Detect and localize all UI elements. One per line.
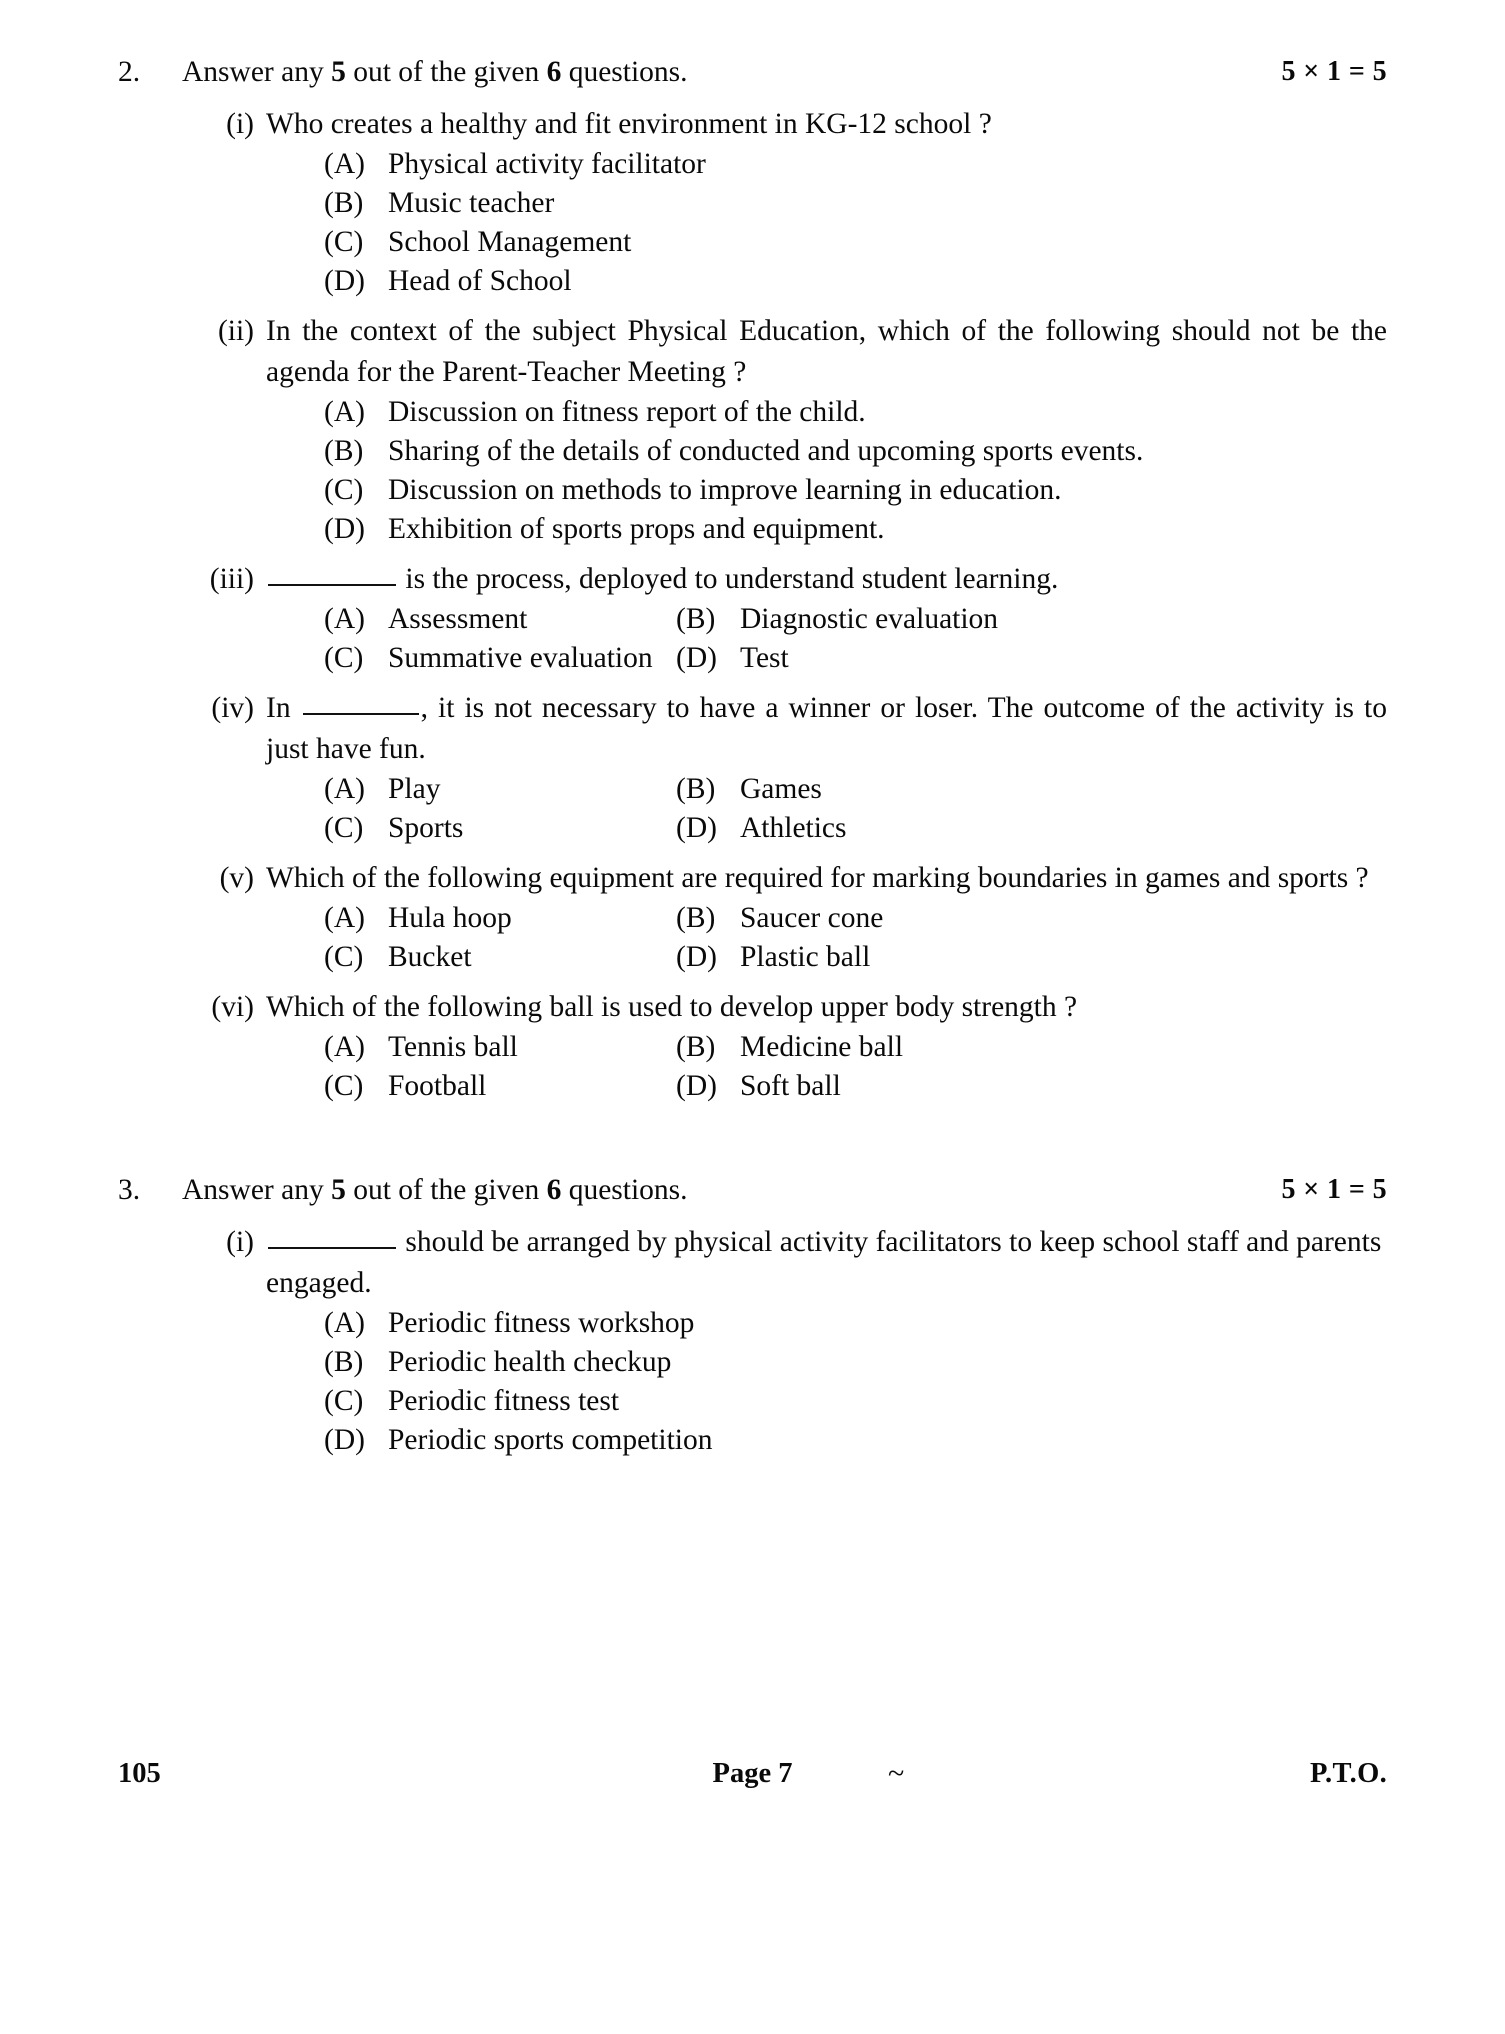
question-body: [266, 987, 1387, 1106]
option-b[interactable]: [324, 432, 1143, 471]
option-text: Exhibition of sports props and equipment.: [388, 513, 885, 545]
option-row: [266, 770, 1387, 809]
option-text: Football: [388, 1070, 487, 1102]
instruction-count-total: 6: [546, 1174, 562, 1206]
instruction-mid: out of the given: [345, 56, 547, 88]
option-a[interactable]: [324, 393, 866, 432]
option-text: Medicine ball: [740, 1031, 904, 1063]
question-stem-text: , it is not necessary to have a winner or loser. The outcome of the activity is to just have fun.: [266, 692, 1387, 765]
tilde-mark: ~: [888, 1757, 905, 1790]
paper-code: 105: [118, 1758, 161, 1789]
question-stem-text: is the process, deployed to understand student learning.: [398, 563, 1059, 595]
option-b[interactable]: [676, 600, 998, 639]
option-b[interactable]: [324, 184, 554, 223]
option-c[interactable]: [324, 223, 631, 262]
question-2-ii: [118, 311, 1387, 549]
section-3-number: 3.: [118, 1174, 141, 1206]
option-text: Test: [740, 642, 789, 674]
option-text: Discussion on fitness report of the child.: [388, 396, 866, 428]
option-row: [266, 809, 1387, 848]
options-list: [266, 600, 1387, 678]
option-label: (A): [324, 148, 365, 180]
question-2-vi: [118, 987, 1387, 1106]
option-label: (B): [324, 435, 364, 467]
option-label: (B): [676, 902, 716, 934]
question-3-i: [118, 1222, 1387, 1460]
option-text: Diagnostic evaluation: [740, 603, 999, 635]
option-text: Assessment: [388, 603, 528, 635]
question-body: [266, 858, 1387, 977]
section-3: [118, 1170, 1387, 1460]
section-2: [118, 52, 1387, 1106]
option-row: [266, 600, 1387, 639]
question-label: (i): [226, 108, 254, 140]
section-spacer: [118, 1106, 1387, 1170]
options-list: [266, 145, 1387, 301]
question-stem: [266, 559, 1387, 600]
option-label: (B): [676, 1031, 716, 1063]
option-row: [266, 262, 1387, 301]
option-text: Bucket: [388, 941, 472, 973]
question-2-iv: [118, 688, 1387, 848]
option-text: Periodic sports competition: [388, 1424, 713, 1456]
option-label: (C): [324, 474, 364, 506]
question-stem: In the context of the subject Physical Education, which of the following should not be the agenda for the Parent-Teacher Meeting ?: [266, 315, 1387, 388]
option-label: (B): [324, 187, 364, 219]
option-text: Discussion on methods to improve learning in education.: [388, 474, 1062, 506]
section-2-instruction: [182, 52, 1197, 92]
option-a[interactable]: [324, 1028, 676, 1067]
question-label: (ii): [217, 315, 254, 347]
option-text: Plastic ball: [740, 941, 871, 973]
option-label: (C): [324, 1385, 364, 1417]
section-2-number: 2.: [118, 56, 141, 88]
option-text: Hula hoop: [388, 902, 512, 934]
option-a[interactable]: [324, 899, 676, 938]
option-row: [266, 223, 1387, 262]
section-2-heading: [118, 52, 1387, 98]
option-row: [266, 639, 1387, 678]
option-row: [266, 938, 1387, 977]
question-body: [266, 104, 1387, 301]
question-body: [266, 559, 1387, 678]
option-row: [266, 1028, 1387, 1067]
options-list: [266, 899, 1387, 977]
option-text: Games: [740, 773, 822, 805]
question-label: (vi): [211, 991, 254, 1023]
option-label: (A): [324, 1031, 365, 1063]
section-2-marks: 5 × 1 = 5: [1281, 56, 1387, 87]
option-c[interactable]: [324, 1382, 619, 1421]
option-text: Tennis ball: [388, 1031, 518, 1063]
option-row: [266, 1382, 1387, 1421]
question-body: [266, 688, 1387, 848]
question-stem: Which of the following equipment are required for marking boundaries in games and sports ?: [266, 862, 1369, 894]
option-row: [266, 184, 1387, 223]
option-label: (A): [324, 603, 365, 635]
option-text: Sports: [388, 812, 464, 844]
option-row: [266, 471, 1387, 510]
instruction-pre: Answer any: [182, 56, 332, 88]
question-2-iii: [118, 559, 1387, 678]
option-d[interactable]: [676, 938, 870, 977]
page-number: Page 7: [712, 1758, 793, 1789]
option-c[interactable]: [324, 639, 676, 678]
page-footer: [118, 1752, 1387, 1796]
spacer: [118, 549, 1387, 559]
option-label: (A): [324, 1307, 365, 1339]
question-body: [266, 1222, 1387, 1460]
option-row: [266, 145, 1387, 184]
option-b[interactable]: [676, 770, 822, 809]
option-b[interactable]: [676, 899, 883, 938]
spacer: [118, 301, 1387, 311]
fill-in-blank[interactable]: [268, 1227, 396, 1249]
option-row: [266, 1421, 1387, 1460]
section-3-instruction: [182, 1170, 1197, 1210]
option-label: (A): [324, 773, 365, 805]
option-text: Periodic fitness test: [388, 1385, 620, 1417]
option-row: [266, 510, 1387, 549]
option-row: [266, 899, 1387, 938]
instruction-pre: Answer any: [182, 1174, 332, 1206]
option-label: (C): [324, 642, 364, 674]
option-label: (C): [324, 1070, 364, 1102]
option-text: Play: [388, 773, 441, 805]
option-row: [266, 1067, 1387, 1106]
option-label: (C): [324, 226, 364, 258]
option-c[interactable]: [324, 1067, 676, 1106]
section-3-marks: 5 × 1 = 5: [1281, 1174, 1387, 1205]
option-c[interactable]: [324, 809, 676, 848]
question-label: (v): [219, 862, 254, 894]
option-text: School Management: [388, 226, 632, 258]
option-b[interactable]: [324, 1343, 671, 1382]
option-label: (D): [324, 1424, 365, 1456]
option-d[interactable]: [676, 639, 789, 678]
instruction-post: questions.: [561, 1174, 688, 1206]
instruction-post: questions.: [561, 56, 688, 88]
question-stem: Which of the following ball is used to develop upper body strength ?: [266, 991, 1078, 1023]
option-text: Periodic fitness workshop: [388, 1307, 695, 1339]
instruction-count-answer: 5: [331, 1174, 346, 1206]
question-stem: [266, 1222, 1387, 1304]
option-text: Athletics: [740, 812, 847, 844]
option-label: (D): [324, 265, 365, 297]
options-list: [266, 770, 1387, 848]
question-2-i: [118, 104, 1387, 301]
question-stem: Who creates a healthy and fit environment in KG-12 school ?: [266, 108, 992, 140]
option-text: Periodic health checkup: [388, 1346, 672, 1378]
option-text: Sharing of the details of conducted and upcoming sports events.: [388, 435, 1144, 467]
options-list: [266, 1304, 1387, 1460]
option-a[interactable]: [324, 145, 706, 184]
option-text: Music teacher: [388, 187, 555, 219]
instruction-mid: out of the given: [345, 1174, 547, 1206]
option-c[interactable]: [324, 938, 676, 977]
option-label: (D): [676, 941, 717, 973]
fill-in-blank[interactable]: [303, 693, 419, 715]
option-label: (D): [324, 513, 365, 545]
option-label: (B): [676, 603, 716, 635]
option-row: [266, 1343, 1387, 1382]
question-label: (iv): [211, 692, 254, 724]
option-label: (B): [324, 1346, 364, 1378]
option-d[interactable]: [324, 262, 572, 301]
spacer: [118, 977, 1387, 987]
option-text: Saucer cone: [740, 902, 884, 934]
option-d[interactable]: [324, 510, 885, 549]
option-label: (C): [324, 812, 364, 844]
option-d[interactable]: [676, 1067, 841, 1106]
option-a[interactable]: [324, 600, 676, 639]
options-list: [266, 1028, 1387, 1106]
option-label: (A): [324, 902, 365, 934]
question-stem-text: should be arranged by physical activity facilitators to keep school staff and parents engaged.: [266, 1226, 1382, 1299]
option-a[interactable]: [324, 1304, 694, 1343]
spacer: [118, 678, 1387, 688]
question-body: [266, 311, 1387, 549]
option-row: [266, 432, 1387, 471]
option-c[interactable]: [324, 471, 1061, 510]
option-row: [266, 393, 1387, 432]
option-label: (D): [676, 812, 717, 844]
question-label: (i): [226, 1226, 254, 1258]
option-label: (A): [324, 396, 365, 428]
options-list: [266, 393, 1387, 549]
pto-label: P.T.O.: [1309, 1758, 1387, 1789]
question-label: (iii): [209, 563, 254, 595]
option-text: Summative evaluation: [388, 642, 653, 674]
option-d[interactable]: [324, 1421, 712, 1460]
option-row: [266, 1304, 1387, 1343]
option-text: Physical activity facilitator: [388, 148, 706, 180]
option-label: (D): [676, 642, 717, 674]
question-stem-pre: In: [266, 692, 301, 724]
fill-in-blank[interactable]: [268, 564, 396, 586]
instruction-count-answer: 5: [331, 56, 346, 88]
section-3-heading: [118, 1170, 1387, 1216]
option-text: Soft ball: [740, 1070, 841, 1102]
option-d[interactable]: [676, 809, 847, 848]
option-label: (D): [676, 1070, 717, 1102]
option-label: (C): [324, 941, 364, 973]
option-text: Head of School: [388, 265, 572, 297]
question-2-v: [118, 858, 1387, 977]
spacer: [118, 848, 1387, 858]
instruction-count-total: 6: [546, 56, 562, 88]
option-b[interactable]: [676, 1028, 903, 1067]
option-a[interactable]: [324, 770, 676, 809]
option-label: (B): [676, 773, 716, 805]
question-stem: [266, 688, 1387, 770]
